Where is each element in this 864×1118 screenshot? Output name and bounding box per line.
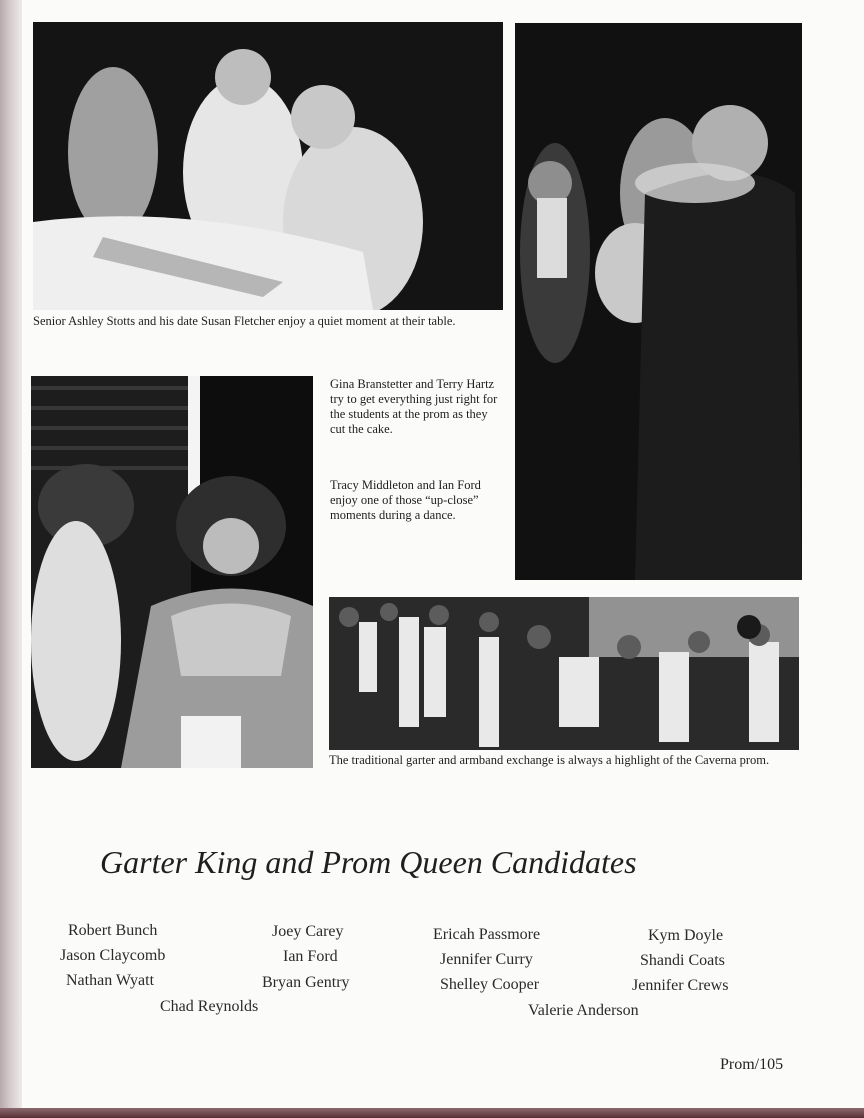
queen-candidate-name: Shandi Coats <box>640 952 725 969</box>
photo-cake-cutting-image <box>31 376 313 768</box>
section-title: Garter King and Prom Queen Candidates <box>100 844 637 880</box>
caption-dance: Tracy Middleton and Ian Ford enjoy one of those “up-close” moments during a dance. <box>330 478 481 522</box>
page-folio: Prom/105 <box>720 1056 784 1073</box>
caption-garter: The traditional garter and armband exchange is always a highlight of the Caverna prom. <box>329 753 770 767</box>
king-candidate-name: Ian Ford <box>283 948 338 965</box>
photo-garter-exchange <box>329 597 799 750</box>
king-candidate-name: Joey Carey <box>272 923 344 940</box>
photo-dance-embrace-image <box>515 23 802 580</box>
caption-table-couple: Senior Ashley Stotts and his date Susan Fletcher enjoy a quiet moment at their table. <box>33 314 456 328</box>
queen-candidate-name: Jennifer Curry <box>440 951 533 968</box>
photo-garter-exchange-image <box>329 597 799 750</box>
photo-table-couple <box>33 22 503 310</box>
photo-cake-cutting <box>31 376 313 768</box>
queen-candidate-name: Shelley Cooper <box>440 976 540 993</box>
queen-candidate-name: Jennifer Crews <box>632 977 729 994</box>
queen-candidate-name: Ericah Passmore <box>433 926 541 943</box>
queen-candidate-name: Kym Doyle <box>648 927 724 944</box>
king-candidate-name: Robert Bunch <box>68 922 158 939</box>
photo-dance-embrace <box>515 23 802 580</box>
king-candidate-name: Jason Claycomb <box>60 947 166 964</box>
photo-table-couple-image <box>33 22 503 310</box>
king-candidate-name: Nathan Wyatt <box>66 972 155 989</box>
caption-cake: Gina Branstetter and Terry Hartz try to get everything just right for the students at the prom as they cut the cake. <box>330 377 498 436</box>
queen-candidate-name: Valerie Anderson <box>528 1002 639 1019</box>
king-candidate-name: Chad Reynolds <box>160 998 259 1015</box>
page-binding-edge <box>0 0 22 1118</box>
king-candidate-name: Bryan Gentry <box>262 974 350 991</box>
page-bottom-edge <box>0 1108 864 1118</box>
